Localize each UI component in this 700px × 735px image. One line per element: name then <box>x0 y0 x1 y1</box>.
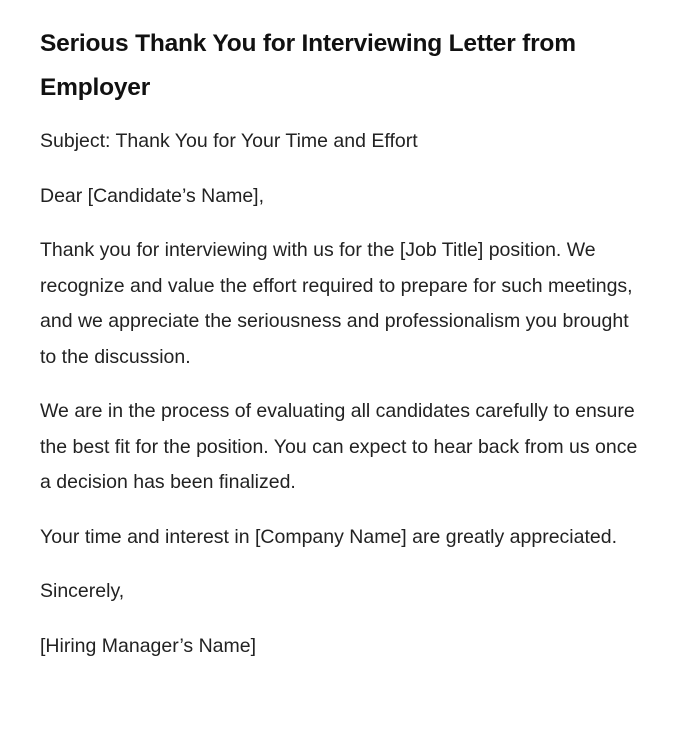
letter-salutation: Dear [Candidate’s Name], <box>40 184 265 207</box>
letter-paragraph-1: Thank you for interviewing with us for the [Job Title] position. We recognize and value the effort required to prepare for such meetings, and we appreciate the seriousness and professionalism you brought to the discussion. <box>40 239 633 368</box>
letter-title: Serious Thank You for Interviewing Letter from Employer <box>40 30 576 101</box>
letter-document <box>40 22 640 664</box>
letter-paragraph-2: We are in the process of evaluating all candidates carefully to ensure the best fit for the position. You can expect to hear back from us once a decision has been finalized. <box>40 400 638 493</box>
letter-signature: [Hiring Manager’s Name] <box>40 634 257 657</box>
letter-paragraph-3: Your time and interest in [Company Name] are greatly appreciated. <box>40 525 618 548</box>
letter-subject: Subject: Thank You for Your Time and Effort <box>40 130 418 152</box>
letter-closing: Sincerely, <box>40 580 125 602</box>
